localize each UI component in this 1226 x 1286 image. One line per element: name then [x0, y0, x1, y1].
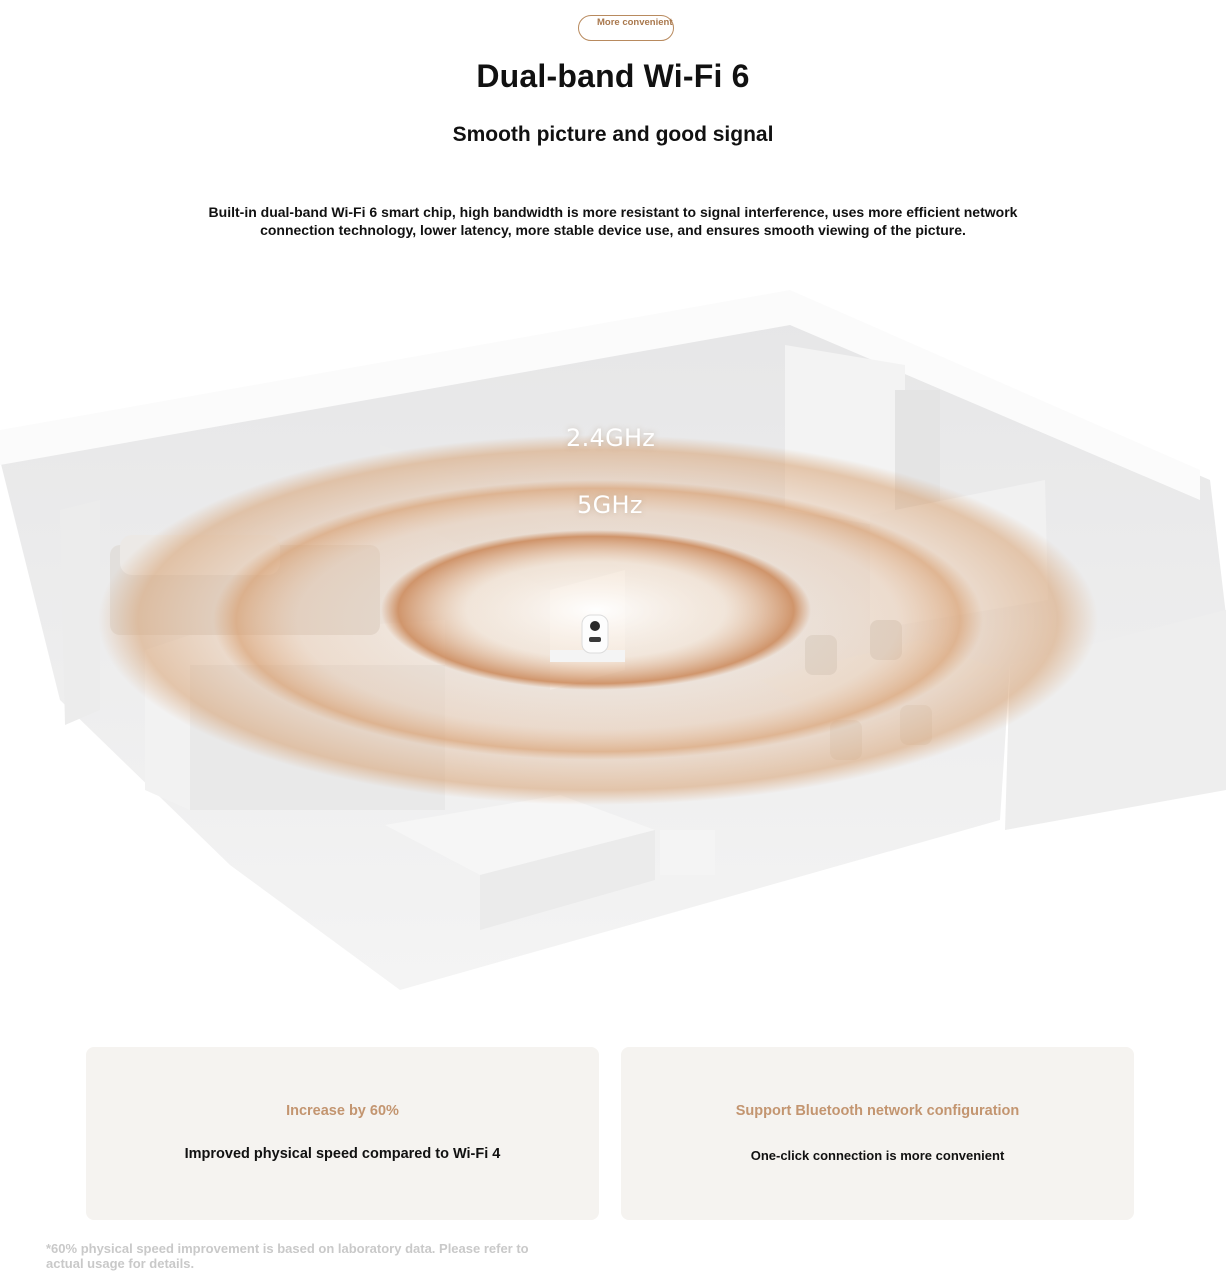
signal-core — [381, 530, 811, 690]
badge-more-convenient: More convenient — [578, 15, 674, 41]
feature-card-speed — [86, 1047, 599, 1220]
band-label-2-4ghz: 2.4GHz — [566, 424, 656, 452]
floorplan-svg — [0, 270, 1226, 1030]
card-text: Improved physical speed compared to Wi-Fi 4 — [184, 1146, 501, 1162]
page-subtitle: Smooth picture and good signal — [452, 123, 774, 146]
card-text: One-click connection is more convenient — [750, 1148, 1005, 1163]
nightstand — [660, 830, 715, 875]
band-label-5ghz: 5GHz — [577, 491, 643, 519]
feature-card-bluetooth — [621, 1047, 1134, 1220]
card-heading: Support Bluetooth network configuration — [735, 1103, 1020, 1119]
left-wall — [60, 500, 100, 725]
footnote: *60% physical speed improvement is based on laboratory data. Please refer to actual usage for details. — [46, 1241, 529, 1271]
card-heading: Increase by 60% — [286, 1103, 399, 1119]
feature-description: Built-in dual-band Wi-Fi 6 smart chip, high bandwidth is more resistant to signal interference, uses more efficient network connection technology, lower latency, more stable device use, and ensures smooth viewing of the picture. — [208, 204, 1018, 238]
page-title: Dual-band Wi-Fi 6 — [476, 58, 750, 94]
floorplan-illustration — [0, 270, 1226, 1030]
